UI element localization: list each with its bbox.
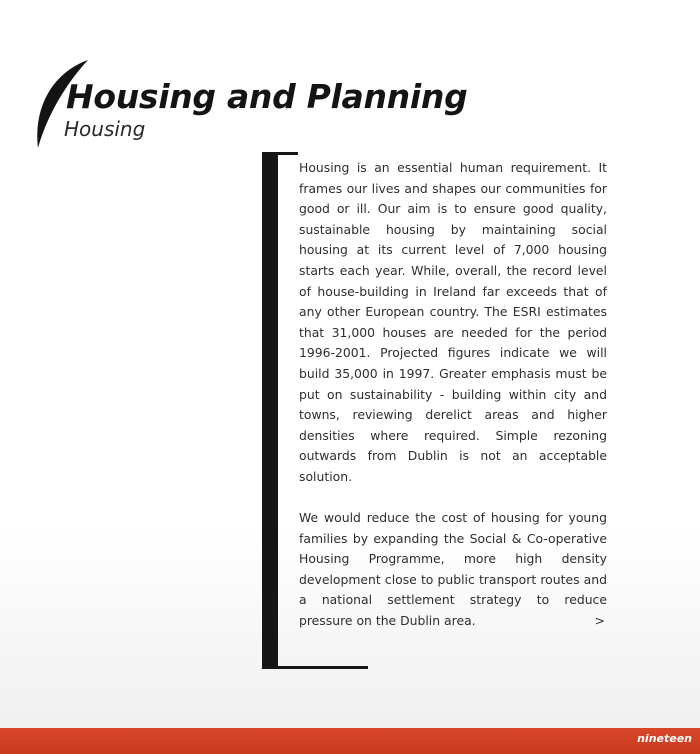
page-title: Housing and Planning bbox=[66, 77, 468, 116]
footer-bar bbox=[0, 728, 700, 754]
bracket-top-rule bbox=[262, 152, 298, 155]
paragraph-2 bbox=[299, 508, 607, 632]
paragraph-1: Housing is an essential human requirement. It frames our lives and shapes our communities for good or ill. Our aim is to ensure good quality, sustainable housing by maintaining social housing at its current level of 7,000 housing starts each year. While, overall, the record level of house-building in Ireland far exceeds that of any other European country. The ESRI estimates that 31,000 houses are needed for the period 1996-2001. Projected figures indicate we will build 35,000 in 1997. Greater emphasis must be put on sustainability - building within city and towns, reviewing derelict areas and higher densities where required. Simple rezoning outwards from Dublin is not an acceptable solution. bbox=[299, 160, 607, 484]
page-number: nineteen bbox=[637, 732, 692, 745]
continue-arrow: > bbox=[594, 613, 605, 629]
bracket-bottom-rule bbox=[262, 666, 368, 669]
bracket-vertical-bar bbox=[262, 152, 278, 668]
body-text bbox=[299, 158, 607, 652]
page-subtitle: Housing bbox=[64, 117, 146, 141]
paragraph-2-text: We would reduce the cost of housing for young families by expanding the Social & Co-operative Housing Programme, more high density development close to public transport routes and a national settlement strategy to reduce pressure on the Dublin area. bbox=[299, 510, 607, 629]
